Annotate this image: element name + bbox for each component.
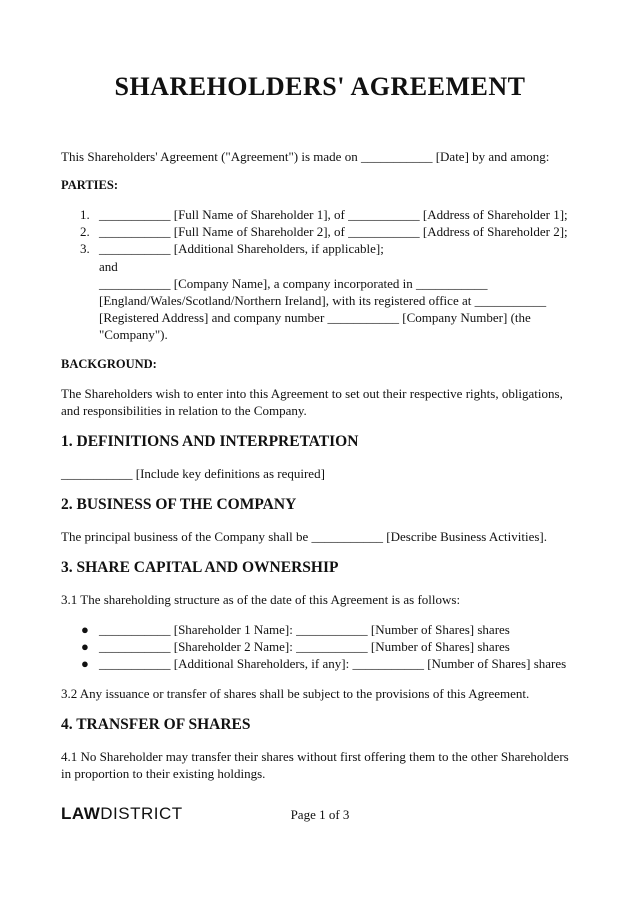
bullet-icon: ● <box>81 639 89 654</box>
definitions-paragraph: ___________ [Include key definitions as required] <box>61 466 325 481</box>
list-item-text: ___________ [Shareholder 1 Name]: ___________ [Number of Shares] shares <box>99 622 510 637</box>
list-item-text: ___________ [Full Name of Shareholder 1], of ___________ [Address of Shareholder 1]; <box>99 207 568 222</box>
list-item <box>61 240 591 257</box>
document-title: SHAREHOLDERS' AGREEMENT <box>114 72 526 101</box>
list-item-text: ___________ [Additional Shareholders, if any]: ___________ [Number of Shares] shares <box>99 656 567 671</box>
logo-law: LAW <box>61 804 101 823</box>
list-item-text: ___________ [Additional Shareholders, if applicable]; <box>99 241 384 256</box>
logo-district: DISTRICT <box>100 804 183 823</box>
section-heading-definitions: 1. DEFINITIONS AND INTERPRETATION <box>61 433 359 450</box>
business-paragraph: The principal business of the Company shall be ___________ [Describe Business Activities]. <box>61 529 547 544</box>
list-item <box>61 223 591 240</box>
section-heading-business: 2. BUSINESS OF THE COMPANY <box>61 496 297 513</box>
background-paragraph: The Shareholders wish to enter into this Agreement to set out their respective rights, obligations, and responsibilities in relation to the Company. <box>61 386 563 418</box>
list-item <box>61 655 591 672</box>
parties-list <box>61 206 591 257</box>
and-text: and <box>99 259 118 274</box>
list-number: 3. <box>80 241 90 256</box>
bullet-icon: ● <box>81 656 89 671</box>
list-item-text: ___________ [Shareholder 2 Name]: ___________ [Number of Shares] shares <box>99 639 510 654</box>
page-number: Page 1 of 3 <box>290 807 350 822</box>
company-paragraph: ___________ [Company Name], a company incorporated in ___________ [England/Wales/Scotland/Northern Ireland], with its registered office at ___________ [Registered Address] and company number ___________ [Company Number] (the "Company"). <box>99 276 547 342</box>
list-item-text: ___________ [Full Name of Shareholder 2], of ___________ [Address of Shareholder 2]; <box>99 224 568 239</box>
list-item <box>61 621 591 638</box>
bullet-icon: ● <box>81 622 89 637</box>
share-capital-paragraph-2: 3.2 Any issuance or transfer of shares shall be subject to the provisions of this Agreement. <box>61 686 530 701</box>
section-heading-share-capital: 3. SHARE CAPITAL AND OWNERSHIP <box>61 559 339 576</box>
share-capital-paragraph-1: 3.1 The shareholding structure as of the date of this Agreement is as follows: <box>61 592 461 607</box>
background-label: BACKGROUND: <box>61 357 157 371</box>
parties-label: PARTIES: <box>61 178 118 192</box>
shareholding-list <box>61 621 591 672</box>
intro-paragraph: This Shareholders' Agreement ("Agreement") is made on ___________ [Date] by and among: <box>61 149 550 164</box>
list-item <box>61 638 591 655</box>
list-item <box>61 206 591 223</box>
transfer-paragraph: 4.1 No Shareholder may transfer their shares without first offering them to the other Shareholders in proportion to their existing holdings. <box>61 749 569 781</box>
list-number: 2. <box>80 224 90 239</box>
section-heading-transfer: 4. TRANSFER OF SHARES <box>61 716 251 733</box>
list-number: 1. <box>80 207 90 222</box>
